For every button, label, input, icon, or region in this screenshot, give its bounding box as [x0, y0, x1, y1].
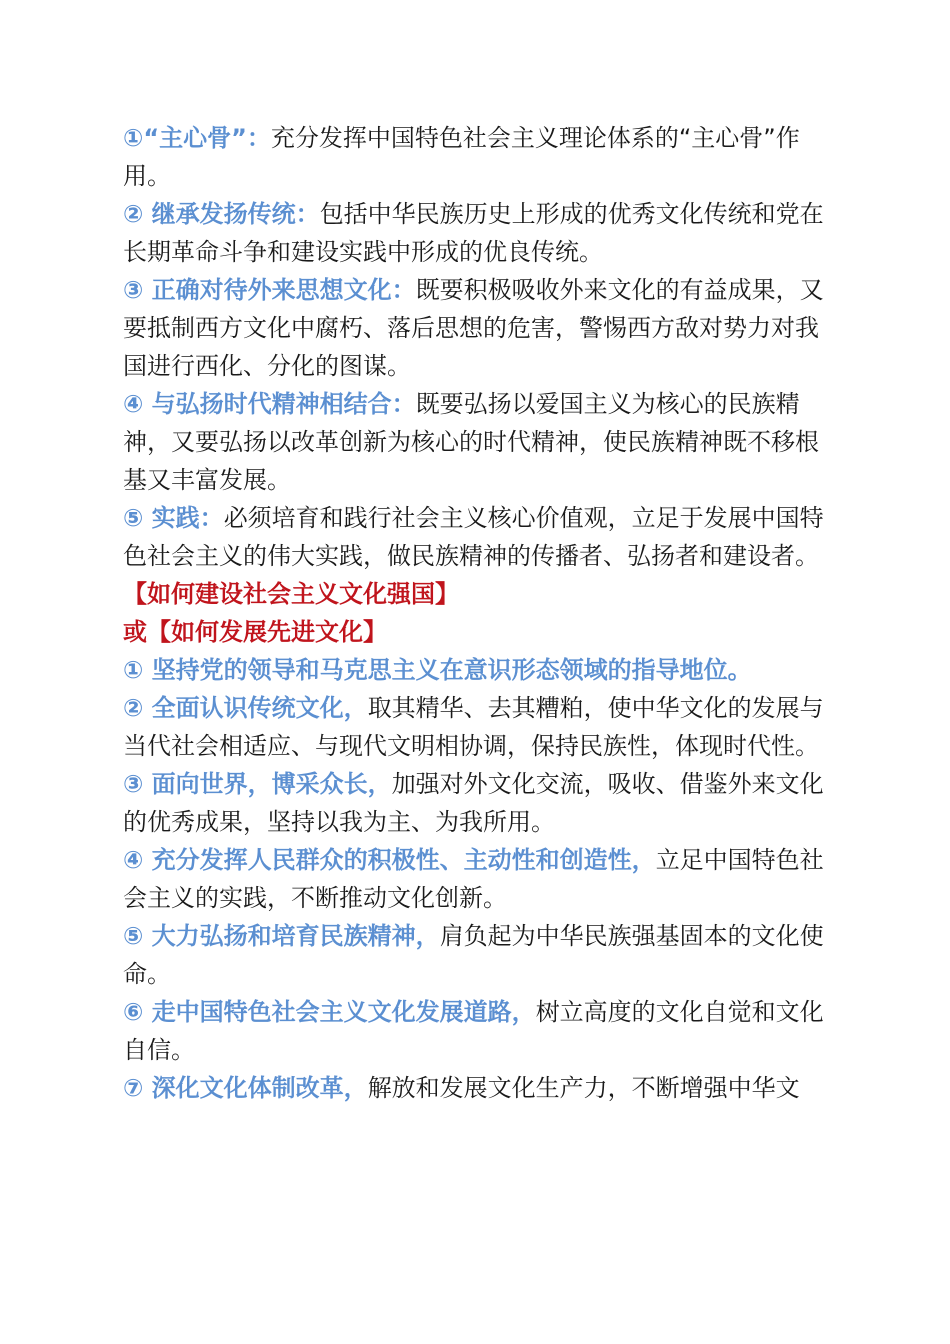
- document-body: [123, 119, 833, 1107]
- item-text: 充分发挥中国特色社会主义理论体系的“主心骨”作用。: [123, 124, 800, 190]
- list-item: [123, 917, 833, 993]
- item-text: 包括中华民族历史上形成的优秀文化传统和党在长期革命斗争和建设实践中形成的优良传统。: [123, 200, 824, 266]
- list-item: [123, 841, 833, 917]
- item-text: 取其精华、去其糟粕，使中华文化的发展与当代社会相适应、与现代文明相协调，保持民族性，体现时代性。: [123, 694, 824, 760]
- list-item: [123, 689, 833, 765]
- item-text: 既要弘扬以爱国主义为核心的民族精神，又要弘扬以改革创新为核心的时代精神，使民族精神既不移根基又丰富发展。: [123, 390, 819, 494]
- item-text: 加强对外文化交流，吸收、借鉴外来文化的优秀成果，坚持以我为主、为我所用。: [123, 770, 824, 836]
- item-keyword: ② 全面认识传统文化，: [123, 694, 368, 722]
- item-text: 既要积极吸收外来文化的有益成果，又要抵制西方文化中腐朽、落后思想的危害，警惕西方敌对势力对我国进行西化、分化的图谋。: [123, 276, 824, 380]
- item-text: 肩负起为中华民族强基固本的文化使命。: [123, 922, 824, 988]
- item-keyword: ⑥ 走中国特色社会主义文化发展道路，: [123, 998, 536, 1026]
- list-item: [123, 651, 833, 689]
- list-item: [123, 271, 833, 385]
- list-item: [123, 499, 833, 575]
- list-item: [123, 119, 833, 195]
- item-keyword: ④ 充分发挥人民群众的积极性、主动性和创造性，: [123, 846, 656, 874]
- item-keyword: ③ 面向世界，博采众长，: [123, 770, 392, 798]
- item-keyword: ② 继承发扬传统：: [123, 200, 320, 228]
- list-item: [123, 195, 833, 271]
- item-text: 必须培育和践行社会主义核心价值观，立足于发展中国特色社会主义的伟大实践，做民族精神的传播者、弘扬者和建设者。: [123, 504, 824, 570]
- section-heading: 【如何建设社会主义文化强国】: [123, 580, 459, 608]
- item-text: 解放和发展文化生产力，不断增强中华文: [367, 1074, 800, 1102]
- item-keyword: ③ 正确对待外来思想文化：: [123, 276, 416, 304]
- list-item: [123, 1069, 833, 1107]
- list-item: [123, 765, 833, 841]
- item-text: 树立高度的文化自觉和文化自信。: [123, 998, 824, 1064]
- item-keyword: ④ 与弘扬时代精神相结合：: [123, 390, 416, 418]
- item-text: 立足中国特色社会主义的实践，不断推动文化创新。: [123, 846, 824, 912]
- item-keyword: ⑦ 深化文化体制改革，: [123, 1074, 368, 1102]
- list-item: [123, 385, 833, 499]
- list-item: [123, 993, 833, 1069]
- item-keyword: ①“主心骨”：: [123, 124, 271, 152]
- item-keyword: ⑤ 大力弘扬和培育民族精神，: [123, 922, 440, 950]
- item-keyword: ⑤ 实践：: [123, 504, 224, 532]
- section-subheading: 或【如何发展先进文化】: [123, 618, 387, 646]
- item-keyword: ① 坚持党的领导和马克思主义在意识形态领域的指导地位。: [123, 656, 752, 684]
